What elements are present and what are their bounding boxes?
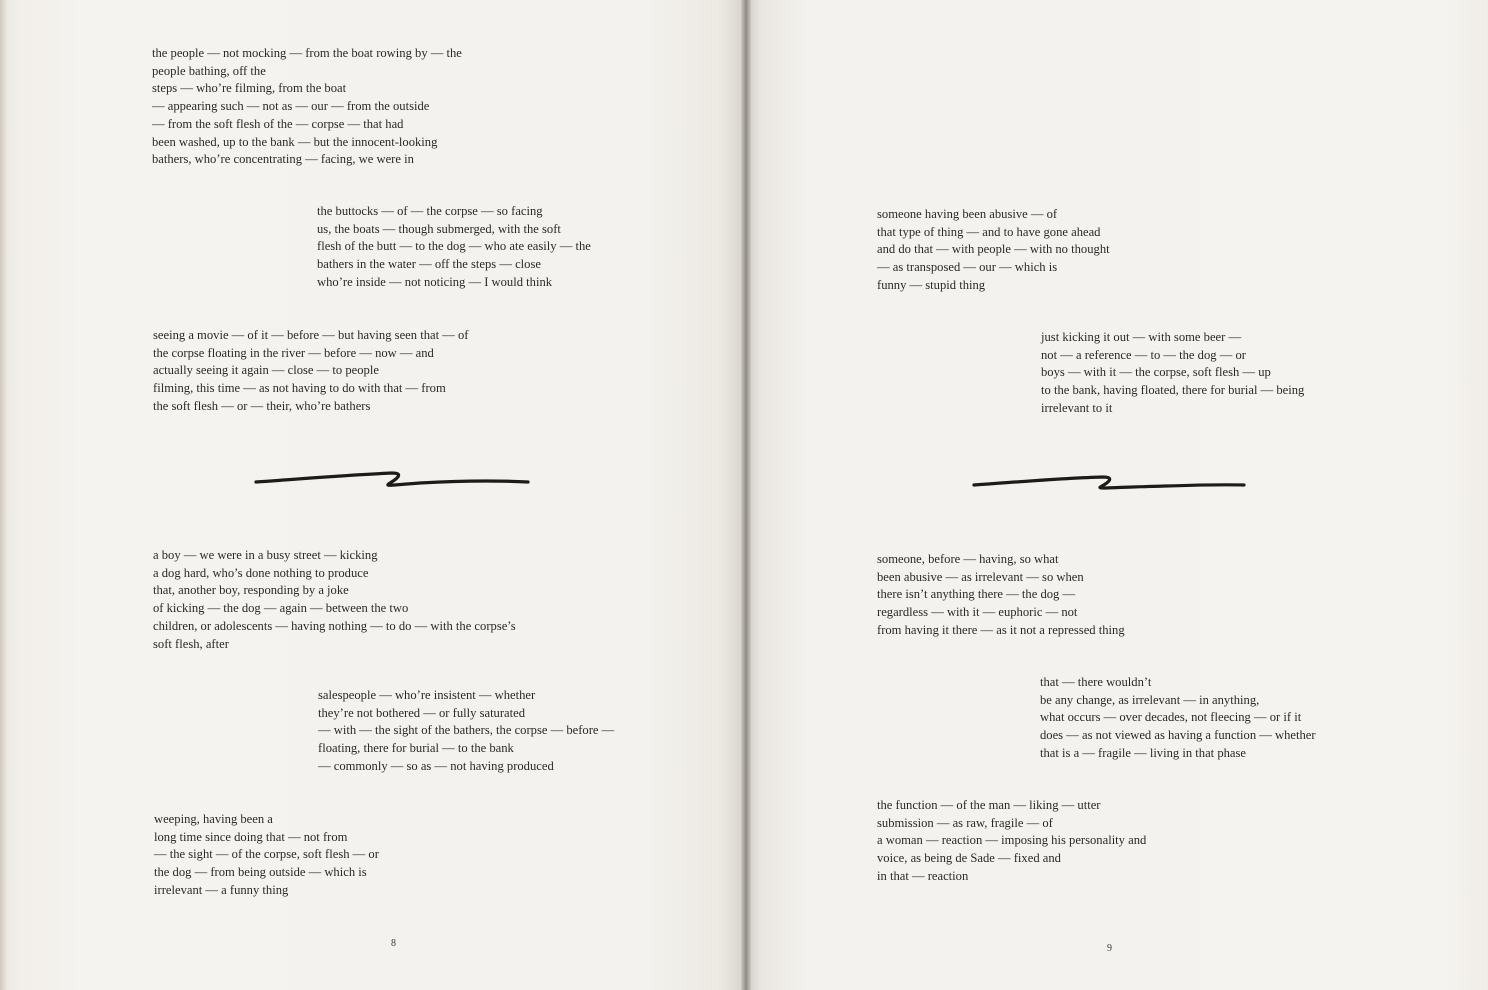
verse-line: someone, before — having, so what (877, 552, 1059, 566)
verse-line: a boy — we were in a busy street — kicking (153, 548, 378, 562)
verse-line: of kicking — the dog — again — between the two (153, 601, 409, 616)
verse-line: bathers in the water — off the steps — close (317, 257, 541, 272)
verse-line: be any change, as irrelevant — in anything, (1040, 692, 1260, 707)
verse-line: salespeople — who’re insistent — whether (318, 688, 536, 702)
verse-line: filming, this time — as not having to do with that — from (153, 381, 446, 396)
verse-line: actually seeing it again — close — to people (153, 363, 379, 378)
stanza-left-1 (152, 45, 462, 169)
verse-line: not — a reference — to — the dog — or (1041, 347, 1246, 362)
stanza-right-1 (877, 206, 1110, 295)
page-edge (0, 0, 6, 990)
stanza-right-2 (1041, 329, 1304, 418)
squiggle-divider (968, 468, 1258, 498)
verse-line: irrelevant to it (1041, 400, 1113, 415)
verse-line: soft flesh, after (153, 636, 229, 651)
verse-line: floating, there for burial — to the bank (318, 741, 514, 756)
verse-line: regardless — with it — euphoric — not (877, 605, 1078, 620)
verse-line: what occurs — over decades, not fleecing — or if it (1040, 710, 1302, 725)
verse-line: and do that — with people — with no thought (877, 242, 1110, 257)
verse-line: does — as not viewed as having a function — whether (1040, 728, 1316, 743)
verse-line: who’re inside — not noticing — I would think (317, 274, 553, 289)
stanza-left-6 (154, 811, 379, 900)
verse-line: the soft flesh — or — their, who’re bathers (153, 398, 371, 413)
stanza-right-4 (1040, 674, 1316, 763)
verse-line: they’re not bothered — or fully saturated (318, 705, 526, 720)
verse-line: the people — not mocking — from the boat rowing by — the (152, 46, 462, 60)
verse-line: — appearing such — not as — our — from the outside (152, 99, 430, 114)
verse-line: us, the boats — though submerged, with the soft (317, 221, 561, 236)
squiggle-divider (250, 465, 540, 495)
verse-line: that is a — fragile — living in that phase (1040, 745, 1247, 760)
verse-line: people bathing, off the (152, 63, 266, 78)
stanza-left-2 (317, 203, 591, 292)
verse-line: — from the soft flesh of the — corpse — that had (152, 116, 404, 131)
verse-line: the corpse floating in the river — before — now — and (153, 345, 434, 360)
stanza-left-4 (153, 547, 516, 653)
verse-line: steps — who’re filming, from the boat (152, 81, 347, 96)
verse-line: children, or adolescents — having nothing — to do — with the corpse’s (153, 618, 516, 633)
verse-line: been washed, up to the bank — but the innocent-looking (152, 134, 438, 149)
verse-line: irrelevant — a funny thing (154, 882, 289, 897)
verse-line: that — there wouldn’t (1040, 675, 1152, 689)
verse-line: that, another boy, responding by a joke (153, 583, 349, 598)
book-gutter (741, 0, 751, 990)
verse-line: the dog — from being outside — which is (154, 865, 367, 880)
verse-line: flesh of the butt — to the dog — who ate easily — the (317, 239, 591, 254)
verse-line: someone having been abusive — of (877, 207, 1058, 221)
verse-line: the function — of the man — liking — utter (877, 798, 1101, 812)
verse-line: voice, as being de Sade — fixed and (877, 851, 1061, 866)
right-page (746, 0, 1488, 990)
verse-line: to the bank, having floated, there for burial — being (1041, 383, 1305, 398)
verse-line: a woman — reaction — imposing his personality and (877, 833, 1147, 848)
verse-line: boys — with it — the corpse, soft flesh — up (1041, 365, 1271, 380)
verse-line: just kicking it out — with some beer — (1041, 330, 1242, 344)
verse-line: weeping, having been a (154, 812, 273, 826)
verse-line: there isn’t anything there — the dog — (877, 587, 1076, 602)
verse-line: in that — reaction (877, 868, 969, 883)
stanza-right-3 (877, 551, 1125, 640)
verse-line: — the sight — of the corpse, soft flesh — or (154, 847, 379, 862)
verse-line: — as transposed — our — which is (877, 260, 1058, 275)
verse-line: that type of thing — and to have gone ahead (877, 224, 1101, 239)
page-number-left: 8 (391, 938, 396, 949)
verse-line: from having it there — as it not a repressed thing (877, 622, 1125, 637)
verse-line: submission — as raw, fragile — of (877, 815, 1053, 830)
verse-line: — commonly — so as — not having produced (318, 758, 554, 773)
verse-line: seeing a movie — of it — before — but having seen that — of (153, 328, 469, 342)
verse-line: the buttocks — of — the corpse — so facing (317, 204, 543, 218)
stanza-left-3 (153, 327, 468, 416)
verse-line: funny — stupid thing (877, 277, 986, 292)
verse-line: a dog hard, who’s done nothing to produce (153, 565, 369, 580)
stanza-right-5 (877, 797, 1146, 886)
verse-line: been abusive — as irrelevant — so when (877, 569, 1084, 584)
verse-line: long time since doing that — not from (154, 829, 348, 844)
verse-line: — with — the sight of the bathers, the corpse — before — (318, 723, 615, 738)
page-number-right: 9 (1107, 943, 1112, 954)
stanza-left-5 (318, 687, 614, 776)
verse-line: bathers, who’re concentrating — facing, we were in (152, 152, 414, 167)
